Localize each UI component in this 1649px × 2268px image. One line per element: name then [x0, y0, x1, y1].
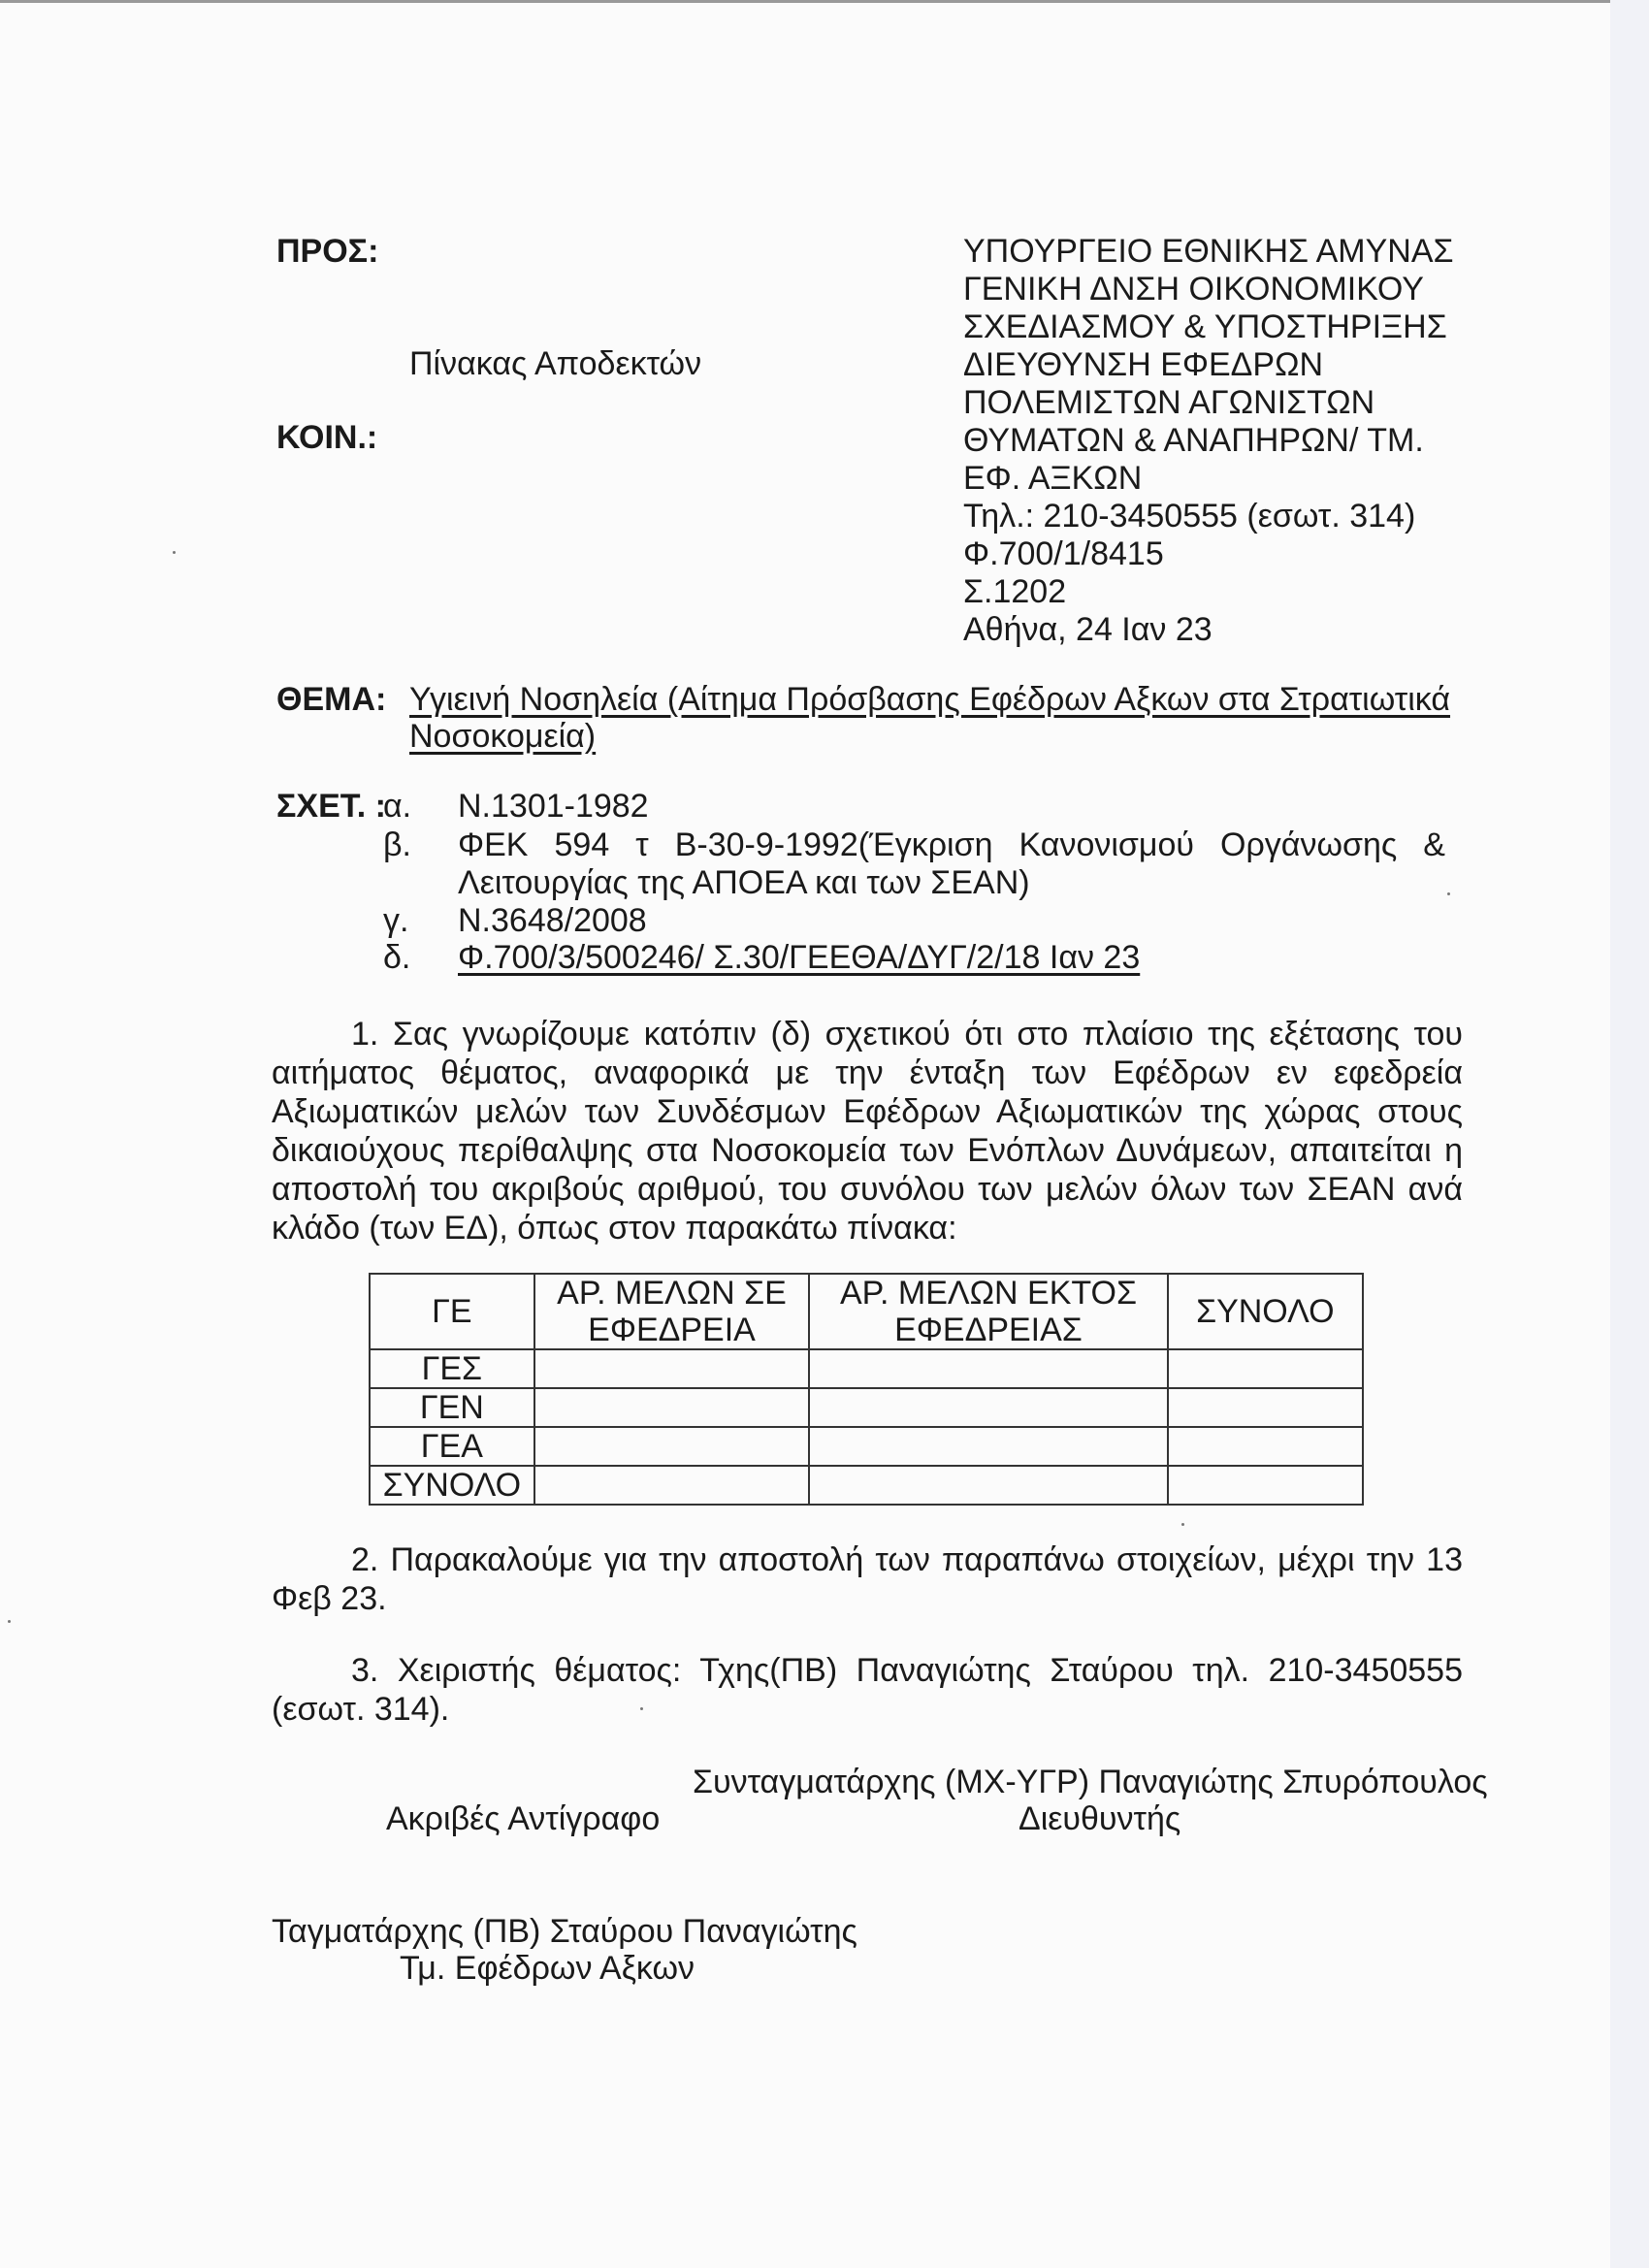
subject-line-2: Νοσοκομεία) — [409, 718, 597, 755]
table-cell-branch: ΓΕΑ — [370, 1427, 534, 1466]
table-cell — [809, 1388, 1167, 1427]
table-cell — [534, 1349, 810, 1388]
koin-label: ΚΟΙΝ.: — [276, 419, 378, 456]
table-cell-branch: ΣΥΝΟΛΟ — [370, 1466, 534, 1505]
table-cell — [534, 1427, 810, 1466]
recipients-table-label: Πίνακας Αποδεκτών — [409, 345, 702, 382]
scan-speck — [640, 1707, 643, 1710]
true-copy-label: Ακριβές Αντίγραφο — [386, 1800, 661, 1837]
table-header-ge: ΓΕ — [370, 1274, 534, 1349]
subject-line-1: Υγιεινή Νοσηλεία (Αίτημα Πρόσβασης Εφέδρων Αξκων στα Στρατιωτικά — [409, 681, 1451, 718]
table-cell — [1168, 1388, 1363, 1427]
scan-speck — [173, 551, 176, 554]
scan-speck — [1447, 892, 1450, 895]
table-cell — [809, 1349, 1167, 1388]
sender-block — [963, 233, 1454, 649]
table-cell — [534, 1388, 810, 1427]
subject-label: ΘΕΜΑ: — [276, 681, 387, 718]
table-row — [370, 1427, 1363, 1466]
reference-marker: γ. — [383, 902, 409, 939]
table-cell — [809, 1427, 1167, 1466]
document-date: Αθήνα, 24 Ιαν 23 — [963, 611, 1212, 648]
table-cell — [1168, 1427, 1363, 1466]
scan-top-edge — [0, 0, 1610, 3]
copy-department: Τμ. Εφέδρων Αξκων — [400, 1950, 695, 1987]
sender-file-number: Φ.700/1/8415 — [963, 535, 1164, 572]
sender-line: ΥΠΟΥΡΓΕΙΟ ΕΘΝΙΚΗΣ ΑΜΥΝΑΣ — [963, 233, 1454, 270]
reference-marker: β. — [383, 826, 412, 863]
sender-line: ΠΟΛΕΜΙΣΤΩΝ ΑΓΩΝΙΣΤΩΝ — [963, 384, 1375, 421]
references-label: ΣΧΕΤ. : — [276, 788, 387, 825]
reference-marker: α. — [383, 788, 412, 825]
table-row — [370, 1388, 1363, 1427]
table-row — [370, 1466, 1363, 1505]
table-cell-branch: ΓΕΝ — [370, 1388, 534, 1427]
table-cell — [534, 1466, 810, 1505]
paragraph-1: 1. Σας γνωρίζουμε κατόπιν (δ) σχετικού ότι στο πλαίσιο της εξέτασης του αιτήματος θέματος, αναφορικά με την ένταξη των Εφέδρων εν εφεδρεία Αξιωματικών μελών των Συνδέσμων Εφέδρων Αξιωματικών της χώρας στους δικαιούχους περίθαλψης στα Νοσοκομεία των Ενόπλων Δυνάμεων, απαιτείται η αποστολή του ακριβούς αριθμού, του συνόλου των μελών όλων των ΣΕΑΝ ανά κλάδο (των ΕΔ), όπως στον παρακάτω πίνακα: — [272, 1016, 1463, 1247]
scan-right-edge — [1610, 0, 1649, 2268]
sender-line: ΕΦ. ΑΞΚΩΝ — [963, 460, 1143, 497]
scan-speck — [8, 1620, 11, 1623]
sender-line: ΘΥΜΑΤΩΝ & ΑΝΑΠΗΡΩΝ/ ΤΜ. — [963, 422, 1424, 459]
table-row — [370, 1349, 1363, 1388]
sender-line: ΔΙΕΥΘΥΝΣΗ ΕΦΕΔΡΩΝ — [963, 346, 1324, 383]
paragraph-3: 3. Χειριστής θέματος: Τχης(ΠΒ) Παναγιώτης Σταύρου τηλ. 210-3450555 (εσωτ. 314). — [272, 1652, 1463, 1728]
pros-label: ΠΡΟΣ: — [276, 233, 379, 270]
table-cell — [1168, 1349, 1363, 1388]
copy-officer: Ταγματάρχης (ΠΒ) Σταύρου Παναγιώτης — [272, 1913, 857, 1950]
reference-marker: δ. — [383, 939, 411, 976]
members-table — [369, 1273, 1364, 1506]
sender-line: ΣΧΕΔΙΑΣΜΟΥ & ΥΠΟΣΤΗΡΙΞΗΣ — [963, 308, 1447, 345]
table-cell — [809, 1466, 1167, 1505]
table-header-members-outside-reserve: ΑΡ. ΜΕΛΩΝ ΕΚΤΟΣ ΕΦΕΔΡΕΙΑΣ — [809, 1274, 1167, 1349]
table-header-members-reserve: ΑΡ. ΜΕΛΩΝ ΣΕ ΕΦΕΔΡΕΙΑ — [534, 1274, 810, 1349]
table-cell — [1168, 1466, 1363, 1505]
signer-title: Διευθυντής — [1018, 1800, 1181, 1837]
scan-speck — [1181, 1523, 1184, 1526]
signer-name: Συνταγματάρχης (ΜΧ-ΥΓΡ) Παναγιώτης Σπυρόπουλος — [693, 1764, 1488, 1800]
reference-text: Ν.3648/2008 — [458, 902, 647, 939]
reference-text-continued: Λειτουργίας της ΑΠΟΕΑ και των ΣΕΑΝ) — [458, 864, 1030, 901]
reference-text: Φ.700/3/500246/ Σ.30/ΓΕΕΘΑ/ΔΥΓ/2/18 Ιαν 23 — [458, 939, 1141, 976]
sender-line: ΓΕΝΙΚΗ ΔΝΣΗ ΟΙΚΟΝΟΜΙΚΟΥ — [963, 271, 1424, 308]
reference-text: Ν.1301-1982 — [458, 788, 649, 825]
sender-phone: Τηλ.: 210-3450555 (εσωτ. 314) — [963, 498, 1416, 535]
table-cell-branch: ΓΕΣ — [370, 1349, 534, 1388]
table-header-total: ΣΥΝΟΛΟ — [1168, 1274, 1363, 1349]
paragraph-2: 2. Παρακαλούμε για την αποστολή των παραπάνω στοιχείων, μέχρι την 13 Φεβ 23. — [272, 1541, 1463, 1617]
reference-text: ΦΕΚ 594 τ Β-30-9-1992(Έγκριση Κανονισμού Οργάνωσης & — [458, 826, 1445, 863]
sender-protocol-number: Σ.1202 — [963, 573, 1067, 610]
